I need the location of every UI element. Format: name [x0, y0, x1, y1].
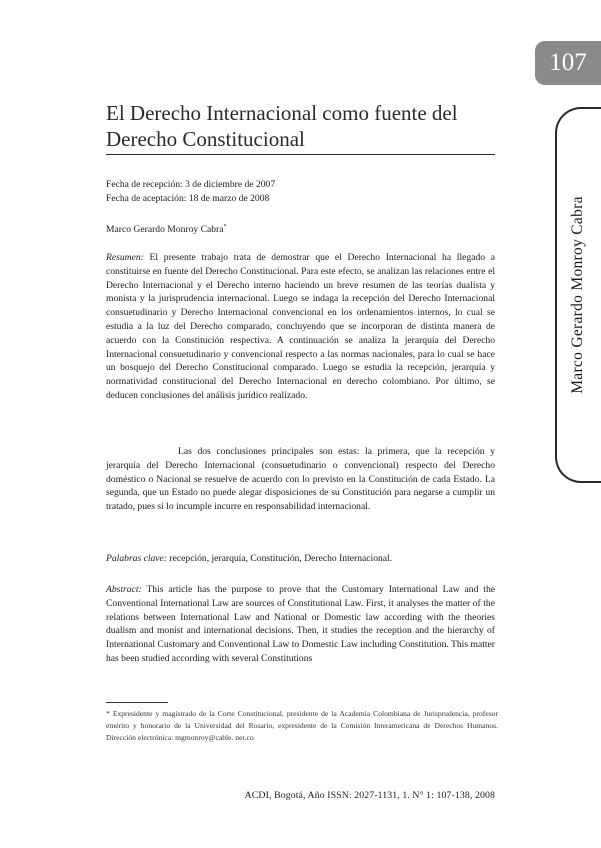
keywords-text: recepción, jerarquía, Constitución, Derecho Internacional.: [169, 553, 393, 564]
resumen-conclusions: Las dos conclusiones principales son estas: la primera, que la recepción y jerarquía del Derecho Internacional (consuetudinario o convencional) respecto del Derecho doméstico o Nacional se resuelve de acuerdo con lo previsto en la Constitución de cada Estado. La segunda, que un Estado no puede alegar disposiciones de su Constitución para negarse a cumplir un tratado, pues si lo incumple incurre en responsabilidad internacional.: [106, 446, 495, 513]
footnote-rule: [106, 702, 168, 703]
abstract-paragraph: [106, 583, 495, 666]
resumen-paragraph: [106, 251, 495, 403]
author-name: Marco Gerardo Monroy Cabra: [106, 224, 224, 236]
author-footnote-mark: *: [223, 224, 227, 230]
side-author-label: Marco Gerardo Monroy Cabra: [569, 196, 586, 394]
abstract-label: Abstract:: [106, 584, 142, 595]
acceptance-date: Fecha de aceptación: 18 de marzo de 2008: [106, 193, 270, 204]
keywords-label: Palabras clave:: [106, 553, 168, 564]
reception-date: Fecha de recepción: 3 de diciembre de 2007: [106, 179, 276, 190]
abstract-text: This article has the purpose to prove that the Customary International Law and the Conventional International Law are sources of Constitutional Law. First, it analyses the matter of the relations between International Law and National or Domestic law according with the theories dualism and monist and international decisions. Then, it studies the reception and the hierarchy of International Customary and Conventional Law to Domestic Law including Constitution. This matter has been studied according with several Constitutions: [106, 584, 495, 664]
resumen-label: Resumen:: [106, 252, 144, 263]
author-line: [106, 221, 496, 237]
article-title: El Derecho Internacional como fuente del Derecho Constitucional: [106, 101, 458, 151]
title-rule: [106, 154, 495, 155]
keywords-paragraph: [106, 552, 495, 566]
resumen-text: El presente trabajo trata de demostrar que el Derecho Internacional ha llegado a constituirse en fuente del Derecho Constitucional. Para este efecto, se analizan las relaciones entre el Derecho Internacional y el Derecho interno haciendo un breve resumen de las teorías dualista y monista y la jurisprudencia internacional. Luego se indaga la recepción del Derecho Internacional consuetudinario y Derecho Internacional convencional en los ordenamientos internos, lo cual se estudia a la luz del Derecho comparado, concluyendo que se incorporan de distinta manera de acuerdo con la Constitución respectiva. A continuación se analiza la jerarquía del Derecho Internacional consuetudinario y convencional respecto a las normas nacionales, para lo cual se hace un bosquejo del Derecho Constitucional comparado. Luego se estudia la recepción, jerarquía y normatividad constitucional del Derecho Internacional en derecho colombiano. Por último, se deducen conclusiones del análisis jurídico realizado.: [106, 252, 495, 401]
footnote: * Expresidente y magistrado de la Corte Constitucional, presidente de la Academia Colombiana de Jurisprudencia, profesor emérito y honorario de la Universidad del Rosario, expresidente de la Comisión Interamericana de Derechos Humanos. Dirección electrónica: mgmonroy@cable. net.co: [106, 709, 498, 742]
page-number: 107: [535, 41, 601, 85]
running-footer: ACDI, Bogotá, Año ISSN: 2027-1131, 1. N° 1: 107-138, 2008: [244, 790, 495, 801]
